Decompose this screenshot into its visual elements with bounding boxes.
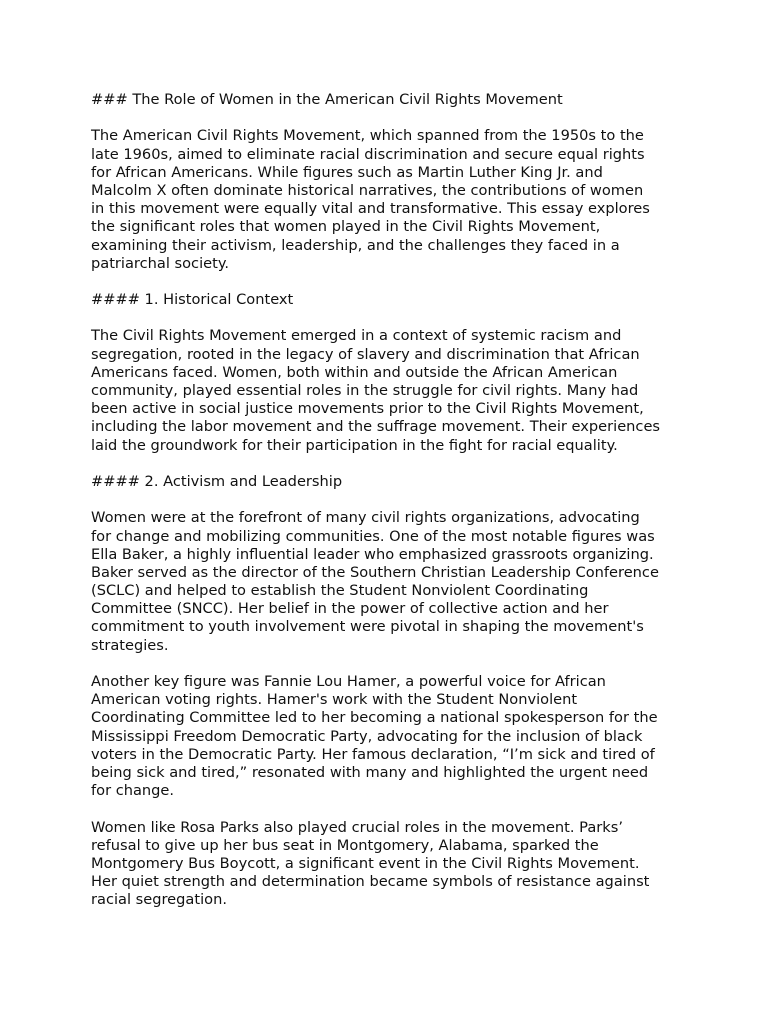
paragraph-line: Montgomery Bus Boycott, a significant event in the Civil Rights Movement. — [91, 854, 640, 872]
paragraph-line: The American Civil Rights Movement, which spanned from the 1950s to the — [91, 127, 644, 145]
paragraph-line: for change and mobilizing communities. One of the most notable figures was — [91, 527, 655, 545]
paragraph-line: Another key figure was Fannie Lou Hamer, a powerful voice for African — [91, 673, 606, 690]
activism-paragraph-2 — [91, 673, 691, 800]
paragraph-line: racial segregation. — [91, 891, 227, 909]
document-page — [91, 91, 691, 909]
activism-paragraph-3 — [91, 819, 691, 910]
paragraph-line: for African Americans. While figures such as Martin Luther King Jr. and — [91, 163, 603, 181]
paragraph-line: The Civil Rights Movement emerged in a context of systemic racism and — [91, 327, 622, 345]
paragraph-line: Women were at the forefront of many civil rights organizations, advocating — [91, 509, 640, 527]
paragraph-line: Women like Rosa Parks also played crucial roles in the movement. Parks’ — [91, 818, 623, 836]
paragraph-line: Committee (SNCC). Her belief in the power of collective action and her — [91, 600, 609, 618]
paragraph-line: laid the groundwork for their participation in the fight for racial equality. — [91, 436, 618, 454]
paragraph-gap — [91, 273, 691, 291]
paragraph-line: (SCLC) and helped to establish the Student Nonviolent Coordinating — [91, 582, 589, 600]
paragraph-line: Americans faced. Women, both within and outside the African American — [91, 363, 618, 381]
paragraph-line: Malcolm X often dominate historical narratives, the contributions of women — [91, 181, 644, 199]
section-heading-activism-leadership: #### 2. Activism and Leadership — [91, 472, 343, 490]
paragraph-gap — [91, 655, 691, 673]
paragraph-line: Ella Baker, a highly influential leader who emphasized grassroots organizing. — [91, 545, 654, 563]
paragraph-gap — [91, 491, 691, 509]
paragraph-line: patriarchal society. — [91, 254, 230, 272]
paragraph-line: segregation, rooted in the legacy of slavery and discrimination that African — [91, 345, 640, 363]
paragraph-line: voters in the Democratic Party. Her famous declaration, “I’m sick and tired of — [91, 745, 655, 763]
paragraph-gap — [91, 455, 691, 473]
paragraph-gap — [91, 309, 691, 327]
paragraph-line: Her quiet strength and determination became symbols of resistance against — [91, 873, 650, 891]
historical-context-paragraph — [91, 327, 691, 454]
paragraph-line: in this movement were equally vital and transformative. This essay explores — [91, 200, 650, 218]
paragraph-line: being sick and tired,” resonated with many and highlighted the urgent need — [91, 763, 649, 781]
paragraph-line: Mississippi Freedom Democratic Party, advocating for the inclusion of black — [91, 727, 643, 745]
paragraph-line: refusal to give up her bus seat in Montgomery, Alabama, sparked the — [91, 836, 599, 854]
paragraph-line: late 1960s, aimed to eliminate racial discrimination and secure equal rights — [91, 145, 645, 163]
paragraph-gap — [91, 800, 691, 818]
paragraph-line: for change. — [91, 782, 175, 800]
paragraph-line: commitment to youth involvement were pivotal in shaping the movement's — [91, 618, 644, 636]
paragraph-line: Baker served as the director of the Southern Christian Leadership Conference — [91, 563, 659, 581]
paragraph-gap — [91, 109, 691, 127]
paragraph-line: including the labor movement and the suffrage movement. Their experiences — [91, 418, 661, 436]
paragraph-line: community, played essential roles in the struggle for civil rights. Many had — [91, 382, 639, 399]
paragraph-line: been active in social justice movements prior to the Civil Rights Movement, — [91, 400, 644, 418]
paragraph-line: strategies. — [91, 636, 169, 654]
paragraph-line: American voting rights. Hamer's work with the Student Nonviolent — [91, 691, 578, 709]
paragraph-line: examining their activism, leadership, and the challenges they faced in a — [91, 236, 620, 254]
document-title: ### The Role of Women in the American Civil Rights Movement — [91, 91, 563, 108]
intro-paragraph — [91, 127, 691, 273]
activism-paragraph-1 — [91, 509, 691, 655]
paragraph-line: Coordinating Committee led to her becoming a national spokesperson for the — [91, 709, 658, 727]
section-heading-historical-context: #### 1. Historical Context — [91, 291, 294, 309]
paragraph-line: the significant roles that women played in the Civil Rights Movement, — [91, 218, 601, 236]
